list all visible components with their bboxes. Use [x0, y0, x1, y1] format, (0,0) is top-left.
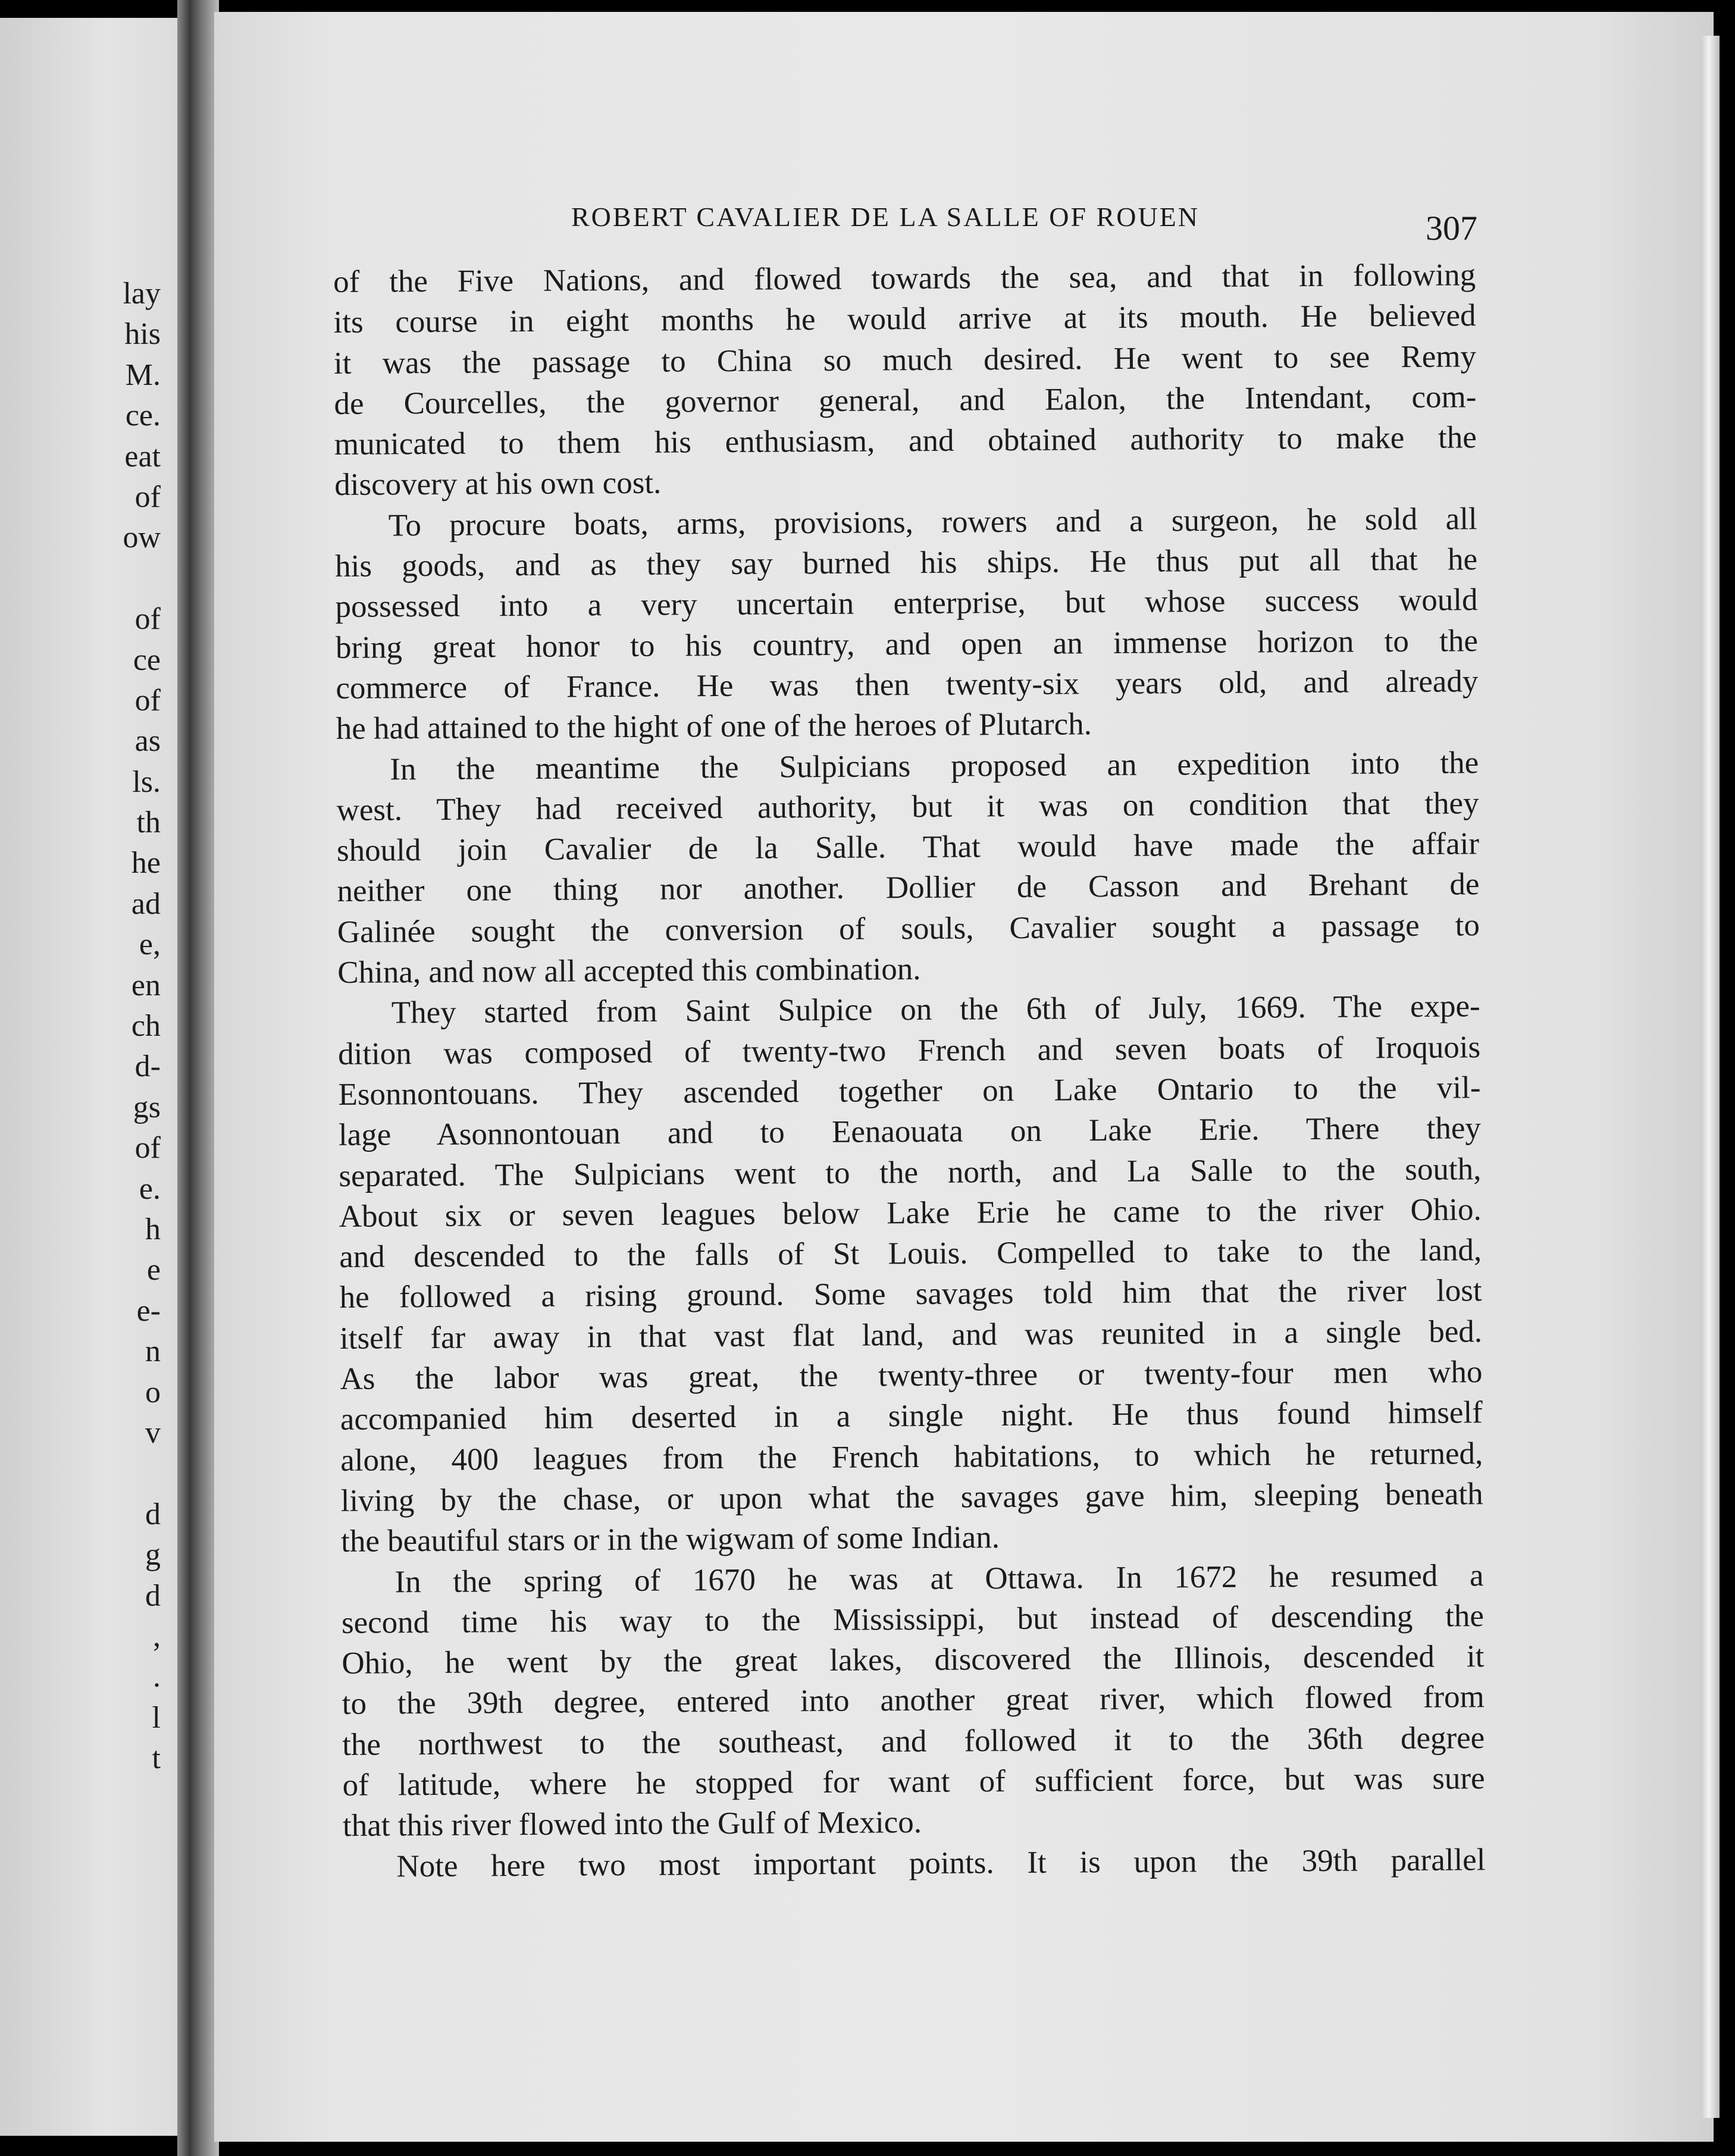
paragraph	[333, 255, 1477, 506]
text-line: dition was composed of twenty-two French and seven boats of Iroquois	[337, 1029, 1481, 1071]
text-line: bring great honor to his country, and open an immense horizon to the	[335, 623, 1479, 665]
previous-page-fragment: of	[134, 480, 161, 514]
text-line: of the Five Nations, and flowed towards the sea, and that in following	[333, 258, 1476, 299]
text-line: separated. The Sulpicians went to the north, and La Salle to the south,	[339, 1151, 1482, 1193]
text-line: Galinée sought the conversion of souls, Cavalier sought a passage to	[337, 908, 1480, 949]
text-line: alone, 400 leagues from the French habitations, to which he returned,	[340, 1436, 1483, 1478]
text-line: he had attained to the hight of one of the heroes of Plutarch.	[336, 707, 1092, 747]
text-line: to the 39th degree, entered into another great river, which flowed from	[342, 1679, 1485, 1722]
book-gutter	[177, 0, 219, 2156]
previous-page-fragment: en	[131, 968, 161, 1002]
text-line: and descended to the falls of St Louis. Compelled to take to the land,	[339, 1233, 1482, 1275]
text-line: possessed into a very uncertain enterprise, but whose success would	[335, 582, 1478, 625]
text-line: its course in eight months he would arrive at its mouth. He believed	[333, 298, 1476, 340]
text-line: Ohio, he went by the great lakes, discovered the Illinois, descended it	[342, 1639, 1485, 1681]
text-line: lage Asonnontouan and to Eenaouata on Lake Erie. There they	[338, 1111, 1482, 1153]
previous-page-fragment	[0, 1453, 161, 1494]
previous-page-fragment: ce.	[125, 399, 161, 433]
previous-page-fragment: ,	[153, 1619, 161, 1653]
text-line: second time his way to the Mississippi, but instead of descending the	[341, 1599, 1485, 1640]
previous-page-fragment: e.	[139, 1171, 161, 1206]
text-line: discovery at his own cost.	[334, 466, 662, 503]
previous-page-fragment: his	[124, 317, 161, 352]
previous-page-fragment: h	[145, 1212, 161, 1246]
text-line: it was the passage to China so much desired. He went to see Remy	[333, 339, 1477, 381]
previous-page-fragment: e-	[136, 1293, 161, 1328]
text-line: itself far away in that vast flat land, and was reunited in a single bed.	[339, 1314, 1483, 1356]
text-line: that this river flowed into the Gulf of Mexico.	[342, 1805, 922, 1844]
previous-page-fragment: v	[145, 1415, 161, 1450]
previous-page-fragment: n	[145, 1334, 161, 1369]
paragraph	[343, 1840, 1485, 1887]
body-text	[333, 255, 1486, 1887]
previous-page-fragment: ch	[131, 1009, 161, 1043]
previous-page-fragment: ce	[133, 643, 161, 677]
text-line: As the labor was great, the twenty-three or twenty-four men who	[340, 1355, 1483, 1396]
text-line: To procure boats, arms, provisions, rowers and a surgeon, he sold all	[388, 502, 1477, 543]
previous-page-fragment: e	[146, 1253, 161, 1287]
previous-page-fragment: d-	[134, 1049, 161, 1084]
previous-page-fragment: of	[134, 683, 161, 717]
paragraph	[336, 742, 1480, 994]
page-right-edge	[1702, 36, 1720, 2118]
text-line: west. They had received authority, but it was on condition that they	[336, 786, 1479, 828]
previous-page-fragment: th	[136, 806, 161, 840]
text-line: In the spring of 1670 he was at Ottawa. In 1672 he resumed a	[394, 1558, 1484, 1599]
previous-page-fragment: l	[152, 1700, 161, 1735]
text-line: the northwest to the southeast, and followed it to the 36th degree	[342, 1720, 1485, 1762]
text-line: of latitude, where he stopped for want of sufficient force, but was sure	[342, 1761, 1485, 1803]
previous-page-fragment: e,	[139, 927, 161, 962]
previous-page-fragment: eat	[124, 439, 161, 474]
paragraph	[335, 499, 1479, 750]
text-line: commerce of France. He was then twenty-six years old, and already	[336, 664, 1479, 706]
text-line: accompanied him deserted in a single night. He thus found himself	[340, 1395, 1483, 1437]
text-line: should join Cavalier de la Salle. That would have made the affair	[336, 826, 1480, 869]
text-line: de Courcelles, the governor general, and Ealon, the Intendant, com-	[334, 380, 1477, 421]
text-line: Note here two most important points. It is upon the 39th parallel	[396, 1842, 1486, 1884]
text-line: China, and now all accepted this combination.	[337, 952, 921, 991]
text-line: They started from Saint Sulpice on the 6th of July, 1669. The expe-	[391, 989, 1480, 1030]
page-number: 307	[1426, 209, 1477, 247]
previous-page-fragment: ls.	[132, 764, 161, 799]
text-line: he followed a rising ground. Some savages told him that the river lost	[339, 1273, 1482, 1315]
previous-page-fragment: d	[145, 1578, 161, 1613]
text-line: About six or seven leagues below Lake Erie he came to the river Ohio.	[339, 1192, 1482, 1234]
text-line: Esonnontouans. They ascended together on Lake Ontario to the vil-	[338, 1070, 1481, 1112]
previous-page-line-fragments	[0, 274, 161, 1779]
previous-page-edge	[0, 18, 178, 2136]
previous-page-fragment: of	[134, 602, 161, 637]
previous-page-fragment: o	[145, 1375, 161, 1409]
text-line: the beautiful stars or in the wigwam of some Indian.	[340, 1520, 1000, 1559]
text-line: In the meantime the Sulpicians proposed an expedition into the	[390, 745, 1479, 786]
previous-page-fragment: .	[153, 1660, 161, 1694]
text-line: neither one thing nor another. Dollier de Casson and Brehant de	[337, 867, 1480, 909]
previous-page-fragment: lay	[123, 277, 161, 311]
previous-page-fragment: ow	[123, 521, 161, 555]
previous-page-fragment: ad	[131, 886, 161, 921]
text-line: municated to them his enthusiasm, and obtained authority to make the	[334, 420, 1477, 462]
previous-page-fragment: gs	[133, 1090, 161, 1124]
previous-page-fragment	[0, 559, 161, 599]
paragraph	[338, 986, 1484, 1562]
running-head: ROBERT CAVALIER DE LA SALLE OF ROUEN	[571, 202, 1200, 232]
previous-page-fragment: t	[152, 1741, 161, 1776]
previous-page-fragment: as	[134, 724, 161, 759]
previous-page-fragment: he	[131, 846, 161, 880]
previous-page-fragment: g	[145, 1538, 161, 1572]
paragraph	[341, 1555, 1485, 1847]
previous-page-fragment: d	[145, 1497, 161, 1531]
previous-page-fragment: of	[134, 1131, 161, 1165]
previous-page-fragment: M.	[125, 358, 161, 392]
text-line: his goods, and as they say burned his ships. He thus put all that he	[334, 542, 1478, 584]
text-line: living by the chase, or upon what the savages gave him, sleeping beneath	[340, 1477, 1483, 1518]
